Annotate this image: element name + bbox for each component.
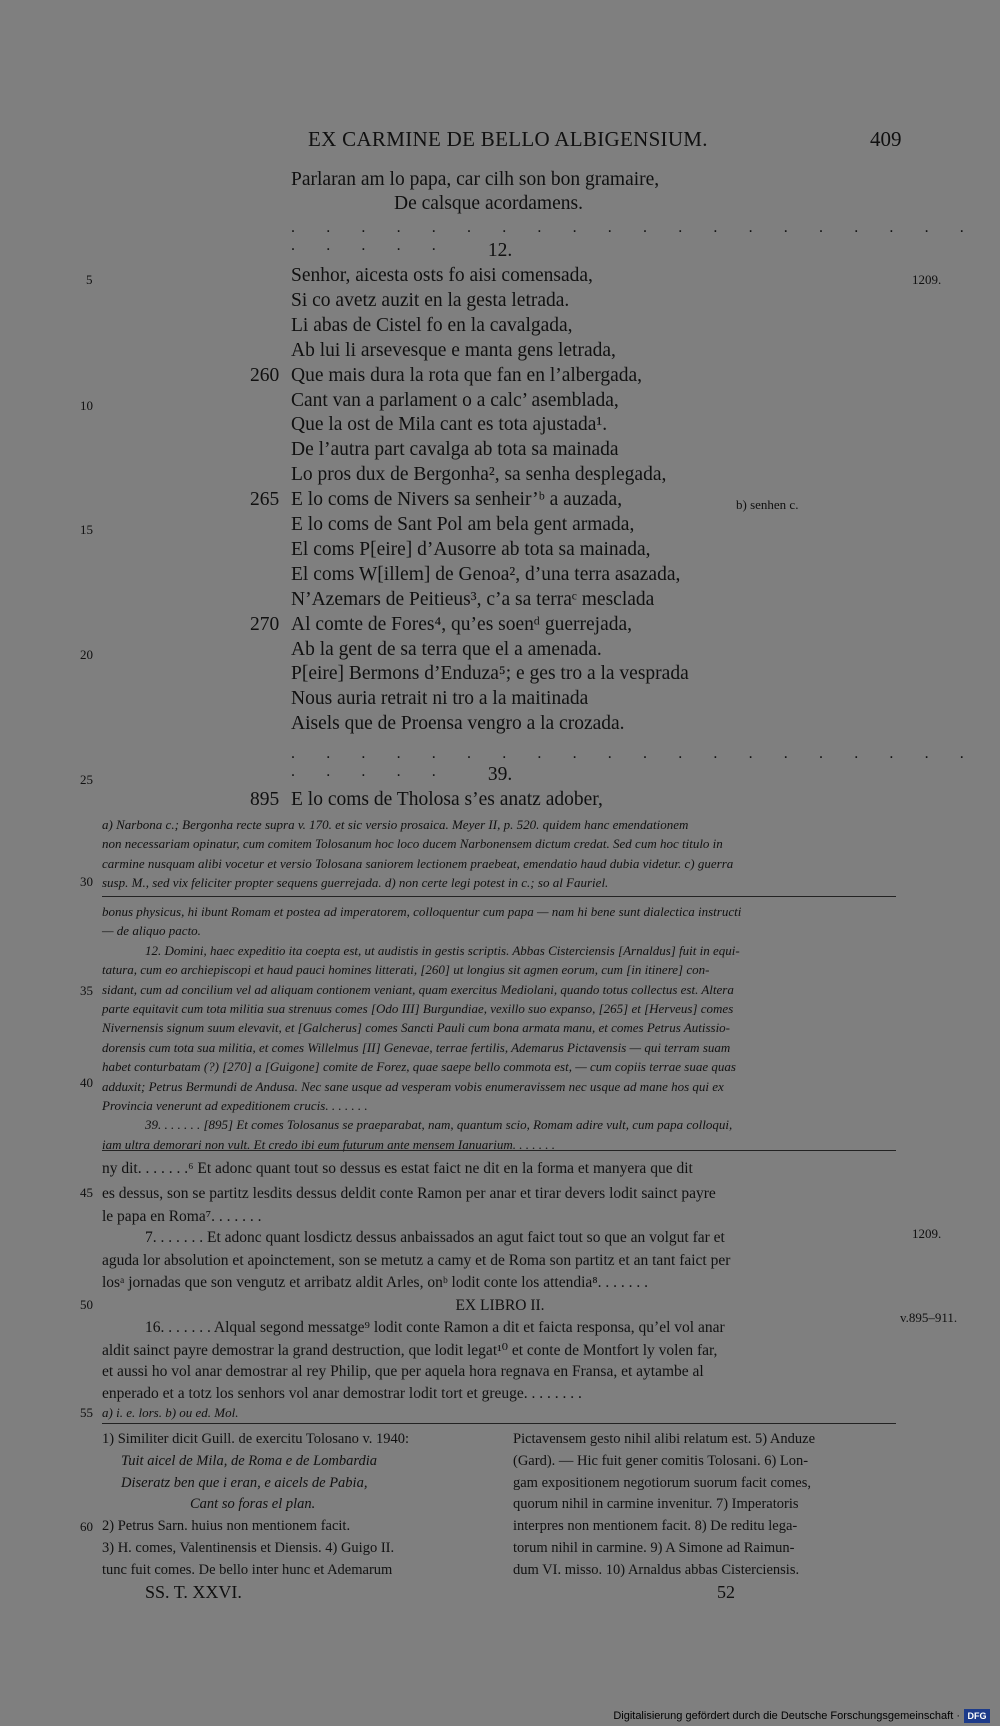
- apparatus-line: non necessariam opinatur, cum comitem Tolosanum hoc loco ducem Narbonensem dictum credat. Sed cum hoc titulo in: [102, 836, 723, 852]
- book-heading: EX LIBRO II.: [455, 1297, 545, 1314]
- prose-line: losᵃ jornadas que son vengutz et arribatz aldit Arles, onᵇ lodit conte los attendia⁸. . . . . . .: [102, 1274, 649, 1291]
- verse-line: Si co avetz auzit en la gesta letrada.: [291, 289, 570, 311]
- footnote-line: 2) Petrus Sarn. huius non mentionem facit.: [102, 1518, 351, 1535]
- translation-line: parte equitavit cum tota militia sua strenuus comes [Odo III] Burgundiae, vexillo suo expanso, [265] et [Herveus] comes: [102, 1001, 734, 1016]
- ellipsis-row: . . . . . . . . . . . . . . . . . . . . . . . . .: [291, 745, 978, 780]
- prose-line: 7. . . . . . . Et adonc quant losdictz dessus anbaissados an agut faict tout so que an volgut far et: [145, 1229, 725, 1246]
- verse-line: E lo coms de Tholosa s’es anatz adober,: [291, 789, 603, 810]
- verse-line: Nous auria retrait ni tro a la maitinada: [291, 688, 589, 710]
- verse-line: Al comte de Fores⁴, qu’es soenᵈ guerrejada,: [291, 613, 633, 635]
- section-number: 39.: [487, 764, 513, 785]
- prose-line: aguda lor absolution et apoinctement, son se metutz a camy et de Roma son partitz et an tant faict per: [102, 1252, 731, 1269]
- apparatus-line: a) Narbona c.; Bergonha recte supra v. 170. et sic versio prosaica. Meyer II, p. 520. quidem hanc emendationem: [102, 817, 689, 832]
- footnote-line: Tuit aicel de Mila, de Roma e de Lombardia: [121, 1452, 378, 1469]
- translation-line: dorensis cum tota sua militia, et comes Willelmus [II] Genevae, terrae fertilis, Ademarus Pictavensis — qui terram suam: [102, 1039, 731, 1055]
- prose-line: es dessus, son se partitz lesdits dessus deldit conte Ramon per anar et tirar devers lodit sainct payre: [102, 1185, 716, 1202]
- margin-line-number: 10: [80, 398, 93, 413]
- prose-variant-notes: a) i. e. lors. b) ou ed. Mol.: [102, 1405, 239, 1420]
- verse-line: Aisels que de Proensa vengro a la crozada.: [291, 713, 625, 735]
- footnote-line: tunc fuit comes. De bello inter hunc et Ademarum: [102, 1561, 393, 1578]
- margin-line-number: 30: [80, 874, 93, 889]
- footnote-line: gam expositionem negotiorum suorum facit comes,: [513, 1474, 811, 1491]
- opening-line: De calsque acordamens.: [394, 193, 583, 214]
- prose-line: le papa en Roma⁷. . . . . . .: [102, 1208, 262, 1225]
- sheet-number: 52: [717, 1582, 735, 1602]
- verse-line: Ab lui li arsevesque e manta gens letrada,: [291, 339, 616, 361]
- opening-line: Parlaran am lo papa, car cilh son bon gramaire,: [291, 169, 660, 190]
- verse-line: Que la ost de Mila cant es tota ajustada¹.: [291, 414, 608, 436]
- verse-number: 265: [250, 489, 280, 511]
- section-number: 12.: [487, 240, 513, 261]
- verse-line: E lo coms de Sant Pol am bela gent armada,: [291, 514, 635, 535]
- footnote-line: torum nihil in carmine. 9) A Simone ad Raimun-: [513, 1540, 795, 1556]
- apparatus-line: carmine nusquam alibi vocetur et versio Tolosana saniorem lectionem praebeat, emendatio haud dubia videtur. c) guerra: [102, 855, 734, 871]
- verse-line: P[eire] Bermons d’Enduza⁵; e ges tro a la vesprada: [291, 663, 689, 685]
- divider: [102, 896, 896, 897]
- prose-line: et aussi ho vol anar demostrar al rey Philip, que per aquela hora regnava en Fransa, et aytambe al: [102, 1363, 704, 1380]
- prose-line: 16. . . . . . . Alqual segond messatge⁹ lodit conte Ramon a dit et faicta responsa, qu’el vol anar: [145, 1319, 725, 1336]
- verse-line: N’Azemars de Peitieus³, c’a sa terraᶜ mesclada: [291, 588, 655, 610]
- footnote-line: Diseratz ben que i eran, e aicels de Pabia,: [121, 1474, 368, 1491]
- variant-note-b: b) senhen c.: [736, 497, 799, 512]
- margin-line-number: 5: [86, 272, 93, 287]
- footnote-line: Pictavensem gesto nihil alibi relatum est. 5) Anduze: [513, 1431, 816, 1447]
- footnote-line: 1) Similiter dicit Guill. de exercitu Tolosano v. 1940:: [102, 1431, 410, 1447]
- volume-signature: SS. T. XXVI.: [145, 1582, 242, 1602]
- digitization-bar: [0, 1708, 1000, 1726]
- translation-line: iam ultra demorari non vult. Et credo ibi eum futurum ante mensem Ianuarium. . . . . . .: [102, 1136, 556, 1152]
- margin-line-number: 35: [80, 983, 93, 998]
- verse-line: Lo pros dux de Bergonha², sa senha desplegada,: [291, 464, 667, 486]
- translation-line: — de aliquo pacto.: [102, 923, 201, 939]
- year-sidenote: 1209.: [912, 1226, 942, 1241]
- translation-line: tatura, cum eo archiepiscopi et haud pauci homines litterati, [260] ut longius sit agmen eorum, cum [in itinere] con-: [102, 962, 710, 978]
- footnote-line: Cant so foras el plan.: [190, 1496, 316, 1513]
- divider: [102, 1423, 896, 1424]
- divider: [102, 1150, 896, 1151]
- margin-line-number: 20: [80, 647, 93, 662]
- verse-line: E lo coms de Nivers sa senheir’ᵇ a auzada,: [291, 489, 623, 511]
- header-title: EX CARMINE DE BELLO ALBIGENSIUM.: [308, 127, 708, 151]
- translation-line: Nivernensis signum suum elevavit, et [Galcherus] comes Sancti Pauli cum bona armata manu, et comes Petrus Autissio-: [102, 1020, 731, 1036]
- ellipsis-row: . . . . . . . . . . . . . . . . . . . . . . . . .: [291, 219, 978, 254]
- dfg-logo: DFG: [964, 1709, 990, 1723]
- margin-line-number: 50: [80, 1297, 93, 1312]
- verse-line: El coms P[eire] d’Ausorre ab tota sa mainada,: [291, 538, 651, 560]
- margin-line-number: 40: [80, 1075, 93, 1090]
- verse-line: El coms W[illem] de Genoa², d’una terra asazada,: [291, 563, 681, 585]
- verse-number: 895: [250, 789, 280, 810]
- footnote-line: (Gard). — Hic fuit gener comitis Tolosani. 6) Lon-: [513, 1452, 809, 1469]
- margin-line-number: 15: [80, 522, 93, 537]
- translation-line: 12. Domini, haec expeditio ita coepta est, ut audistis in gestis scriptis. Abbas Cisterciensis [Arnaldus] fuit in equi-: [145, 942, 740, 958]
- verse-line: Que mais dura la rota que fan en l’albergada,: [291, 364, 643, 386]
- translation-line: bonus physicus, hi ibunt Romam et postea ad imperatorem, colloquentur cum papa — nam hi bene sunt dialectica instructi: [102, 904, 742, 919]
- translation-line: Provincia venerunt ad expeditionem crucis. . . . . . .: [102, 1098, 368, 1113]
- verse-number: 270: [250, 613, 280, 635]
- margin-line-number: 25: [80, 772, 93, 787]
- page-number: 409: [870, 127, 902, 151]
- translation-line: 39. . . . . . . [895] Et comes Tolosanus se praeparabat, nam, quantum scio, Romam adire vult, cum papa colloqui,: [145, 1117, 733, 1133]
- prose-line: aldit sainct payre demostrar la grand destruction, que lodit legat¹⁰ et conte de Montfort ly volen far,: [102, 1342, 718, 1359]
- year-sidenote: 1209.: [912, 272, 942, 287]
- margin-line-number: 60: [80, 1519, 93, 1534]
- margin-line-number: 45: [80, 1185, 93, 1200]
- footnote-line: dum VI. misso. 10) Arnaldus abbas Cisterciensis.: [513, 1561, 800, 1578]
- verse-line: De l’autra part cavalga ab tota sa mainada: [291, 439, 619, 461]
- verse-line: Cant van a parlament o a calc’ asemblada,: [291, 389, 619, 411]
- verse-range-sidenote: v.895–911.: [900, 1310, 958, 1325]
- digitization-credit: Digitalisierung gefördert durch die Deutsche Forschungsgemeinschaft ·: [613, 1710, 960, 1722]
- translation-line: adduxit; Petrus Bermundi de Andusa. Nec sane usque ad vesperam vobis enumeravissem nec usque ad mane hos qui ex: [102, 1078, 724, 1094]
- verse-line: Ab la gent de sa terra que el a amenada.: [291, 638, 602, 660]
- prose-line: ny dit. . . . . . .⁶ Et adonc quant tout so dessus es estat faict ne dit en la forma et manyera que dit: [102, 1160, 693, 1177]
- footnote-line: quorum nihil in carmine invenitur. 7) Imperatoris: [513, 1496, 799, 1513]
- prose-line: enperado et a totz los senhors vol anar demostrar lodit tort et greuge. . . . . . . .: [102, 1385, 582, 1402]
- translation-line: sidant, cum ad concilium vel ad aliquam contionem veniant, quam exercitus Mediolani, quando totus collectus est. Altera: [102, 981, 734, 997]
- margin-line-number: 55: [80, 1405, 93, 1420]
- verse-number: 260: [250, 364, 280, 386]
- footnote-line: interpres non mentionem facit. 8) De reditu lega-: [513, 1518, 798, 1535]
- verse-line: Li abas de Cistel fo en la cavalgada,: [291, 314, 573, 336]
- apparatus-line: susp. M., sed vix feliciter propter sequens guerrejada. d) non certe legi potest in c.; so al Fauriel.: [102, 874, 609, 890]
- verse-line: Senhor, aicesta osts fo aisi comensada,: [291, 265, 593, 286]
- translation-line: habet conturbatam (?) [270] a [Guigone] comite de Forez, quae saepe bello commota est, — cum copiis terrae suae quas: [102, 1059, 736, 1075]
- footnote-line: 3) H. comes, Valentinensis et Diensis. 4) Guigo II.: [102, 1540, 395, 1556]
